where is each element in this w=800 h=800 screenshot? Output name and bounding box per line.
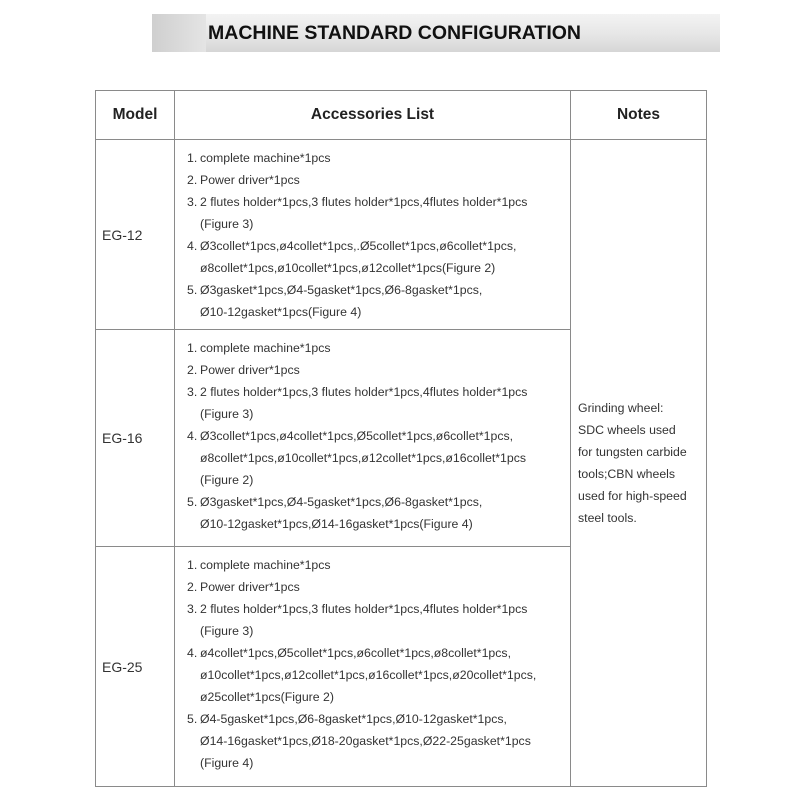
item-text: Power driver*1pcs <box>200 580 300 594</box>
list-item <box>187 598 566 642</box>
item-text: Ø4-5gasket*1pcs,Ø6-8gasket*1pcs,Ø10-12gasket*1pcs, Ø14-16gasket*1pcs,Ø18-20gasket*1pcs,Ø22-25gasket*1pcs (Figure 4) <box>200 712 531 770</box>
list-item <box>187 337 566 359</box>
configuration-table <box>95 90 707 787</box>
item-text: Ø3gasket*1pcs,Ø4-5gasket*1pcs,Ø6-8gasket*1pcs, Ø10-12gasket*1pcs(Figure 4) <box>200 283 483 319</box>
list-item <box>187 554 566 576</box>
accessories-list <box>187 147 566 323</box>
title-banner <box>152 14 720 52</box>
banner-accent <box>152 14 206 52</box>
item-number: 4. <box>187 239 198 253</box>
table-row <box>96 140 707 330</box>
item-number: 2. <box>187 173 198 187</box>
item-number: 3. <box>187 602 198 616</box>
list-item <box>187 235 566 279</box>
item-text: 2 flutes holder*1pcs,3 flutes holder*1pcs,4flutes holder*1pcs (Figure 3) <box>200 602 528 638</box>
column-header-notes: Notes <box>571 91 707 140</box>
table-header-row <box>96 91 707 140</box>
item-text: complete machine*1pcs <box>200 151 331 165</box>
accessories-cell <box>175 330 571 547</box>
list-item <box>187 191 566 235</box>
list-item <box>187 381 566 425</box>
model-cell: EG-12 <box>96 140 175 330</box>
accessories-cell <box>175 140 571 330</box>
list-item <box>187 708 566 774</box>
item-number: 1. <box>187 151 198 165</box>
item-number: 2. <box>187 580 198 594</box>
item-number: 5. <box>187 283 198 297</box>
model-cell: EG-16 <box>96 330 175 547</box>
item-number: 3. <box>187 195 198 209</box>
item-text: Ø3gasket*1pcs,Ø4-5gasket*1pcs,Ø6-8gasket*1pcs, Ø10-12gasket*1pcs,Ø14-16gasket*1pcs(Figure 4) <box>200 495 483 531</box>
item-number: 4. <box>187 429 198 443</box>
item-text: Power driver*1pcs <box>200 173 300 187</box>
column-header-model: Model <box>96 91 175 140</box>
item-text: Ø3collet*1pcs,ø4collet*1pcs,Ø5collet*1pcs,ø6collet*1pcs, ø8collet*1pcs,ø10collet*1pcs,ø12collet*1pcs,ø16collet*1pcs (Figure 2) <box>200 429 527 487</box>
list-item <box>187 425 566 491</box>
item-text: Ø3collet*1pcs,ø4collet*1pcs,.Ø5collet*1pcs,ø6collet*1pcs, ø8collet*1pcs,ø10collet*1pcs,ø12collet*1pcs(Figure 2) <box>200 239 517 275</box>
list-item <box>187 359 566 381</box>
accessories-list <box>187 337 566 535</box>
item-text: 2 flutes holder*1pcs,3 flutes holder*1pcs,4flutes holder*1pcs (Figure 3) <box>200 195 528 231</box>
page-title: MACHINE STANDARD CONFIGURATION <box>208 22 582 44</box>
accessories-cell <box>175 547 571 787</box>
item-number: 4. <box>187 646 198 660</box>
list-item <box>187 169 566 191</box>
accessories-list <box>187 554 566 774</box>
item-text: complete machine*1pcs <box>200 341 331 355</box>
list-item <box>187 279 566 323</box>
item-number: 2. <box>187 363 198 377</box>
item-text: ø4collet*1pcs,Ø5collet*1pcs,ø6collet*1pcs,ø8collet*1pcs, ø10collet*1pcs,ø12collet*1pcs,ø16collet*1pcs,ø20collet*1pcs, ø25collet*1pcs(Figure 2) <box>200 646 537 704</box>
list-item <box>187 491 566 535</box>
item-text: 2 flutes holder*1pcs,3 flutes holder*1pcs,4flutes holder*1pcs (Figure 3) <box>200 385 528 421</box>
item-number: 3. <box>187 385 198 399</box>
model-cell: EG-25 <box>96 547 175 787</box>
list-item <box>187 147 566 169</box>
item-text: complete machine*1pcs <box>200 558 331 572</box>
notes-cell: Grinding wheel: SDC wheels used for tungsten carbide tools;CBN wheels used for high-speed steel tools. <box>571 140 707 787</box>
list-item <box>187 576 566 598</box>
item-text: Power driver*1pcs <box>200 363 300 377</box>
item-number: 5. <box>187 712 198 726</box>
column-header-accessories: Accessories List <box>175 91 571 140</box>
item-number: 1. <box>187 341 198 355</box>
item-number: 5. <box>187 495 198 509</box>
item-number: 1. <box>187 558 198 572</box>
list-item <box>187 642 566 708</box>
